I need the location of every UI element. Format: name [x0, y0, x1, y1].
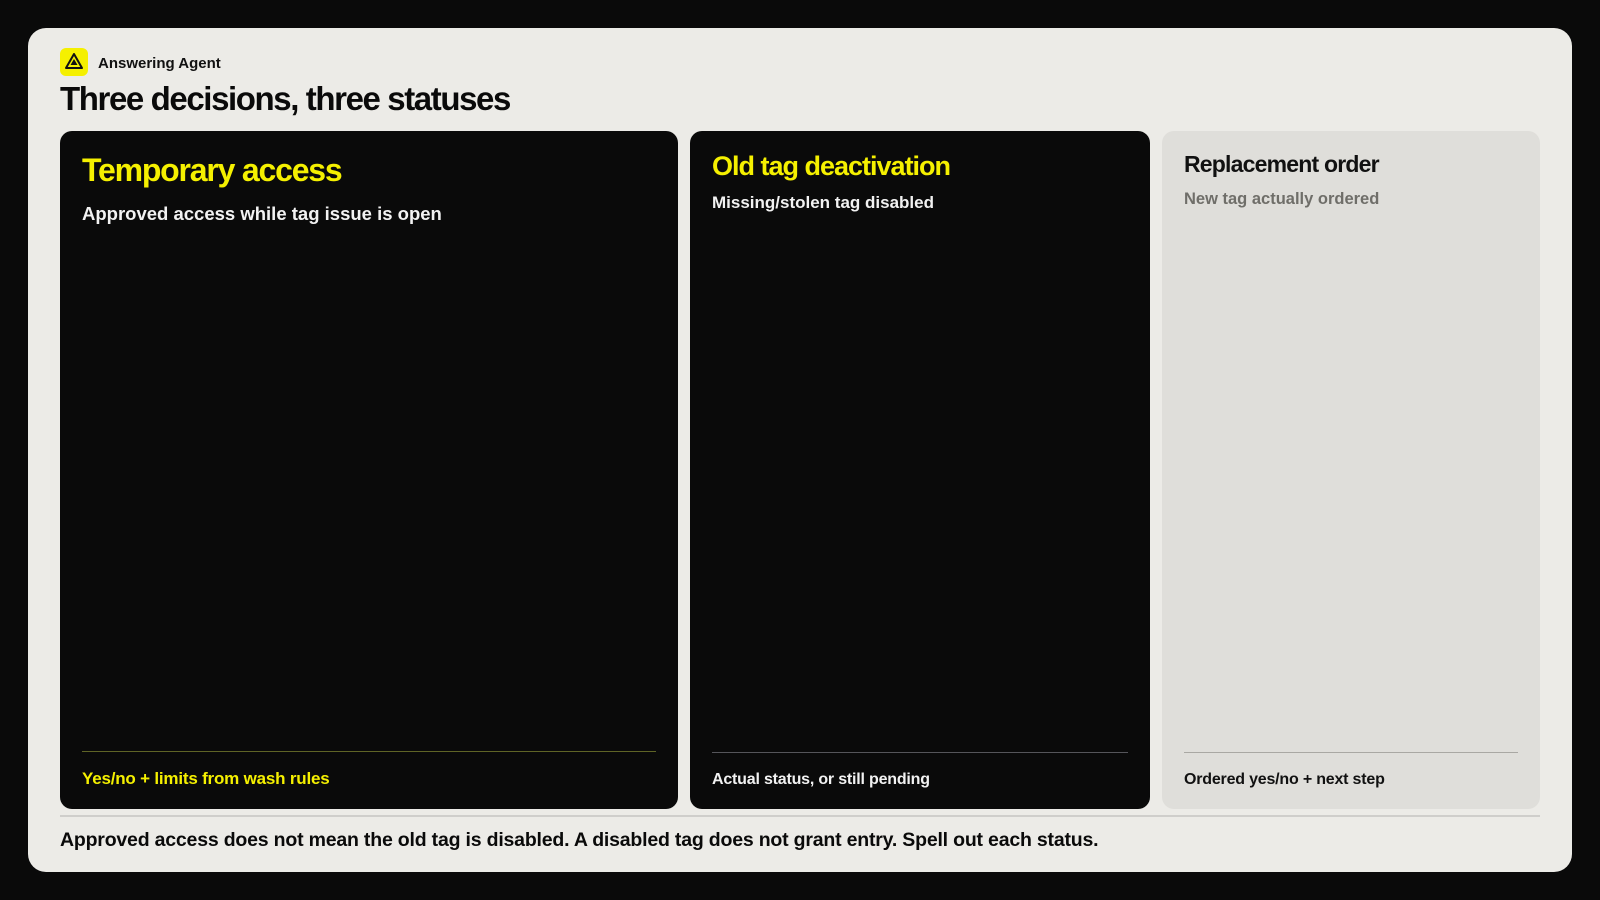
card-subtitle: Missing/stolen tag disabled	[712, 193, 934, 212]
card-footer: Ordered yes/no + next step	[1184, 771, 1385, 788]
triangle-bolt-logo-icon	[60, 48, 88, 76]
card-title: Replacement order	[1184, 151, 1379, 177]
card-temporary-access	[60, 131, 678, 809]
card-title: Old tag deactivation	[712, 151, 951, 181]
slide-panel	[28, 28, 1572, 872]
card-old-tag-deactivation	[690, 131, 1150, 809]
card-replacement-order	[1162, 131, 1540, 809]
card-title: Temporary access	[82, 152, 342, 188]
card-divider	[712, 752, 1128, 753]
footer-divider	[60, 815, 1540, 817]
card-footer: Yes/no + limits from wash rules	[82, 769, 330, 788]
card-divider	[82, 751, 656, 752]
card-divider	[1184, 752, 1518, 753]
footer-note: Approved access does not mean the old tag is disabled. A disabled tag does not grant entry. Spell out each status.	[60, 829, 1099, 851]
card-subtitle: Approved access while tag issue is open	[82, 203, 442, 224]
brand-name: Answering Agent	[98, 55, 221, 72]
card-footer: Actual status, or still pending	[712, 771, 930, 788]
card-subtitle: New tag actually ordered	[1184, 190, 1380, 208]
page-title: Three decisions, three statuses	[60, 80, 510, 117]
brand	[60, 48, 221, 76]
